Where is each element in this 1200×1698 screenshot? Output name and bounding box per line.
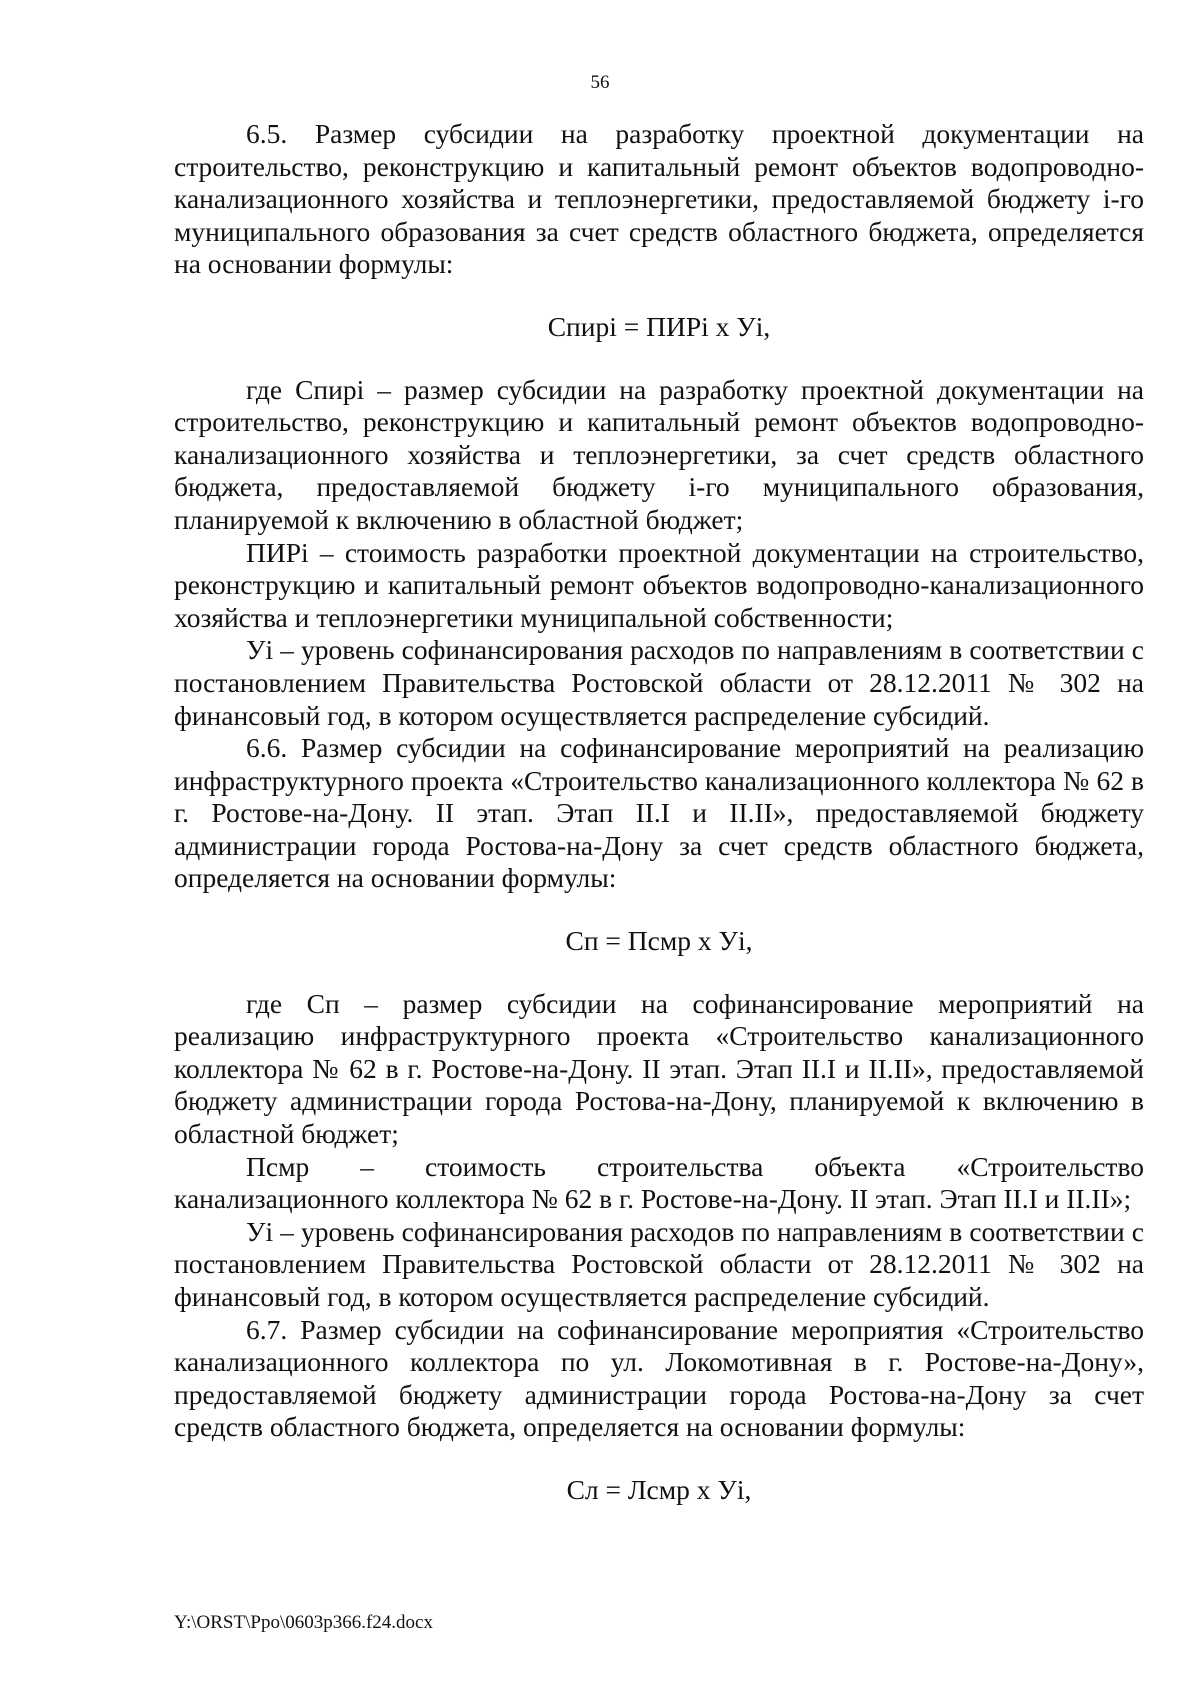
page-number: 56: [590, 72, 610, 93]
footer-file-path: Y:\ORST\Ppo\0603p366.f24.docx: [174, 1612, 433, 1633]
paragraph-where-spir: где Спирi – размер субсидии на разработку проектной документации на строительство, реконструкцию и капитальный ремонт объектов водопроводно-канализационного хозяйства и теплоэнергетики, за счет средств областного бюджета, предоставляемой бюджету i-го муниципального образования, планируемой к включению в областной бюджет;: [174, 373, 1144, 535]
paragraph-6-7: 6.7. Размер субсидии на софинансирование мероприятия «Строительство канализационного коллектора по ул. Локомотивная в г. Ростове-на-Дону», предоставляемой бюджету администрации города Ростова-на-Дону за счет средств областного бюджета, определяется на основании формулы:: [174, 1313, 1144, 1443]
paragraph-6-6: 6.6. Размер субсидии на софинансирование мероприятий на реализацию инфраструктурного проекта «Строительство канализационного коллектора № 62 в г. Ростове-на-Дону. II этап. Этап II.I и II.II», предоставляемой бюджету администрации города Ростова-на-Дону за счет средств областного бюджета, определяется на основании формулы:: [174, 732, 1144, 894]
formula-sp: Сп = Псмр x Уi,: [565, 925, 753, 957]
paragraph-where-sp: где Сп – размер субсидии на софинансирование мероприятий на реализацию инфраструктурного проекта «Строительство канализационного коллектора № 62 в г. Ростове-на-Дону. II этап. Этап II.I и II.II», предоставляемой бюджету администрации города Ростова-на-Дону, планируемой к включению в областной бюджет;: [174, 987, 1144, 1150]
paragraph-6-5: 6.5. Размер субсидии на разработку проектной документации на строительство, реконструкцию и капитальный ремонт объектов водопроводно-канализационного хозяйства и теплоэнергетики, предоставляемой бюджету i-го муниципального образования за счет средств областного бюджета, определяется на основании формулы:: [174, 118, 1144, 280]
formula-spir: Спирi = ПИРi x Уi,: [547, 310, 771, 342]
paragraph-ui-definition-2: Уi – уровень софинансирования расходов по направлениям в соответствии с постановлением Правительства Ростовской области от 28.12.2011 № 302 на финансовый год, в котором осуществляется распределение субсидий.: [174, 1215, 1144, 1312]
paragraph-psmr-definition: Псмр – стоимость строительства объекта «Строительство канализационного коллектора № 62 в г. Ростове-на-Дону. II этап. Этап II.I и II.II»;: [174, 1150, 1144, 1215]
formula-sl: Сл = Лсмр x Уi,: [566, 1473, 752, 1505]
document-body: [174, 118, 1144, 1507]
paragraph-ui-definition-1: Уi – уровень софинансирования расходов по направлениям в соответствии с постановлением Правительства Ростовской области от 28.12.2011 № 302 на финансовый год, в котором осуществляется распределение субсидий.: [174, 634, 1144, 731]
paragraph-pir-definition: ПИРi – стоимость разработки проектной документации на строительство, реконструкцию и капитальный ремонт объектов водопроводно-канализационного хозяйства и теплоэнергетики муниципальной собственности;: [174, 536, 1144, 633]
